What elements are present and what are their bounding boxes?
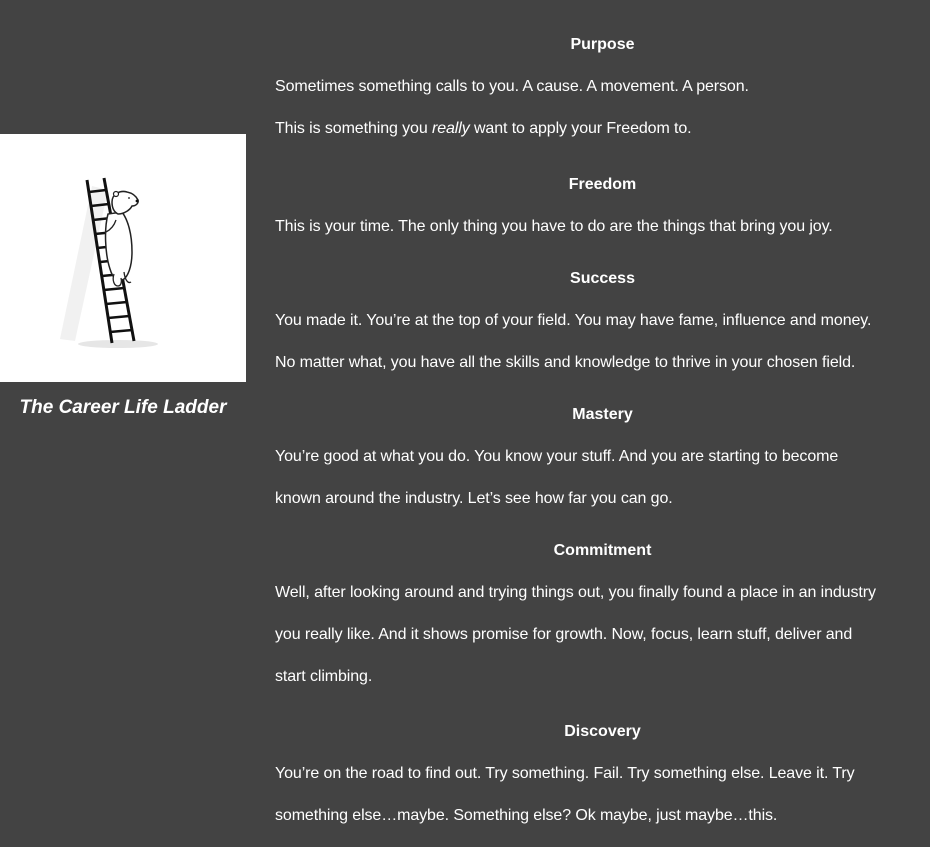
stage-line: You made it. You’re at the top of your field. You may have fame, influence and money. <box>275 312 872 329</box>
stage-line: You’re on the road to find out. Try something. Fail. Try something else. Leave it. Try <box>275 765 855 782</box>
stage-line: you really like. And it shows promise for growth. Now, focus, learn stuff, deliver and <box>275 626 853 643</box>
stage-description <box>275 425 927 530</box>
stage-title: Mastery <box>572 406 633 423</box>
stage-description <box>275 55 927 160</box>
illustration-caption: The Career Life Ladder <box>19 397 227 418</box>
stage-line: Well, after looking around and trying things out, you finally found a place in an industry <box>275 584 876 601</box>
stage-line: This is your time. The only thing you have to do are the things that bring you joy. <box>275 218 833 235</box>
stage-line-emphasis: This is something you really want to apply your Freedom to. <box>275 120 692 137</box>
stage-mastery <box>275 405 927 530</box>
ladder-stages <box>275 35 927 847</box>
stage-line: Sometimes something calls to you. A cause. A movement. A person. <box>275 78 749 95</box>
stage-freedom <box>275 175 927 258</box>
polar-bear-climbing-ladder-icon <box>0 134 246 382</box>
stage-title: Discovery <box>564 723 641 740</box>
stage-description <box>275 561 927 708</box>
stage-title: Freedom <box>568 176 637 193</box>
stage-description <box>275 195 927 258</box>
stage-purpose <box>275 35 927 160</box>
stage-description <box>275 289 927 394</box>
stage-title: Purpose <box>570 36 635 53</box>
stage-description <box>275 742 927 847</box>
stage-title: Commitment <box>553 542 652 559</box>
stage-commitment <box>275 541 927 708</box>
stage-success <box>275 269 927 394</box>
emphasis-word: really <box>431 120 470 137</box>
stage-discovery <box>275 722 927 847</box>
stage-line: start climbing. <box>275 668 373 685</box>
stage-line: something else…maybe. Something else? Ok maybe, just maybe…this. <box>275 807 778 824</box>
stage-line: known around the industry. Let’s see how far you can go. <box>275 490 673 507</box>
stage-line: No matter what, you have all the skills and knowledge to thrive in your chosen field. <box>275 354 856 371</box>
career-ladder-illustration <box>0 134 246 382</box>
stage-title: Success <box>570 270 635 287</box>
stage-line: You’re good at what you do. You know your stuff. And you are starting to become <box>275 448 839 465</box>
